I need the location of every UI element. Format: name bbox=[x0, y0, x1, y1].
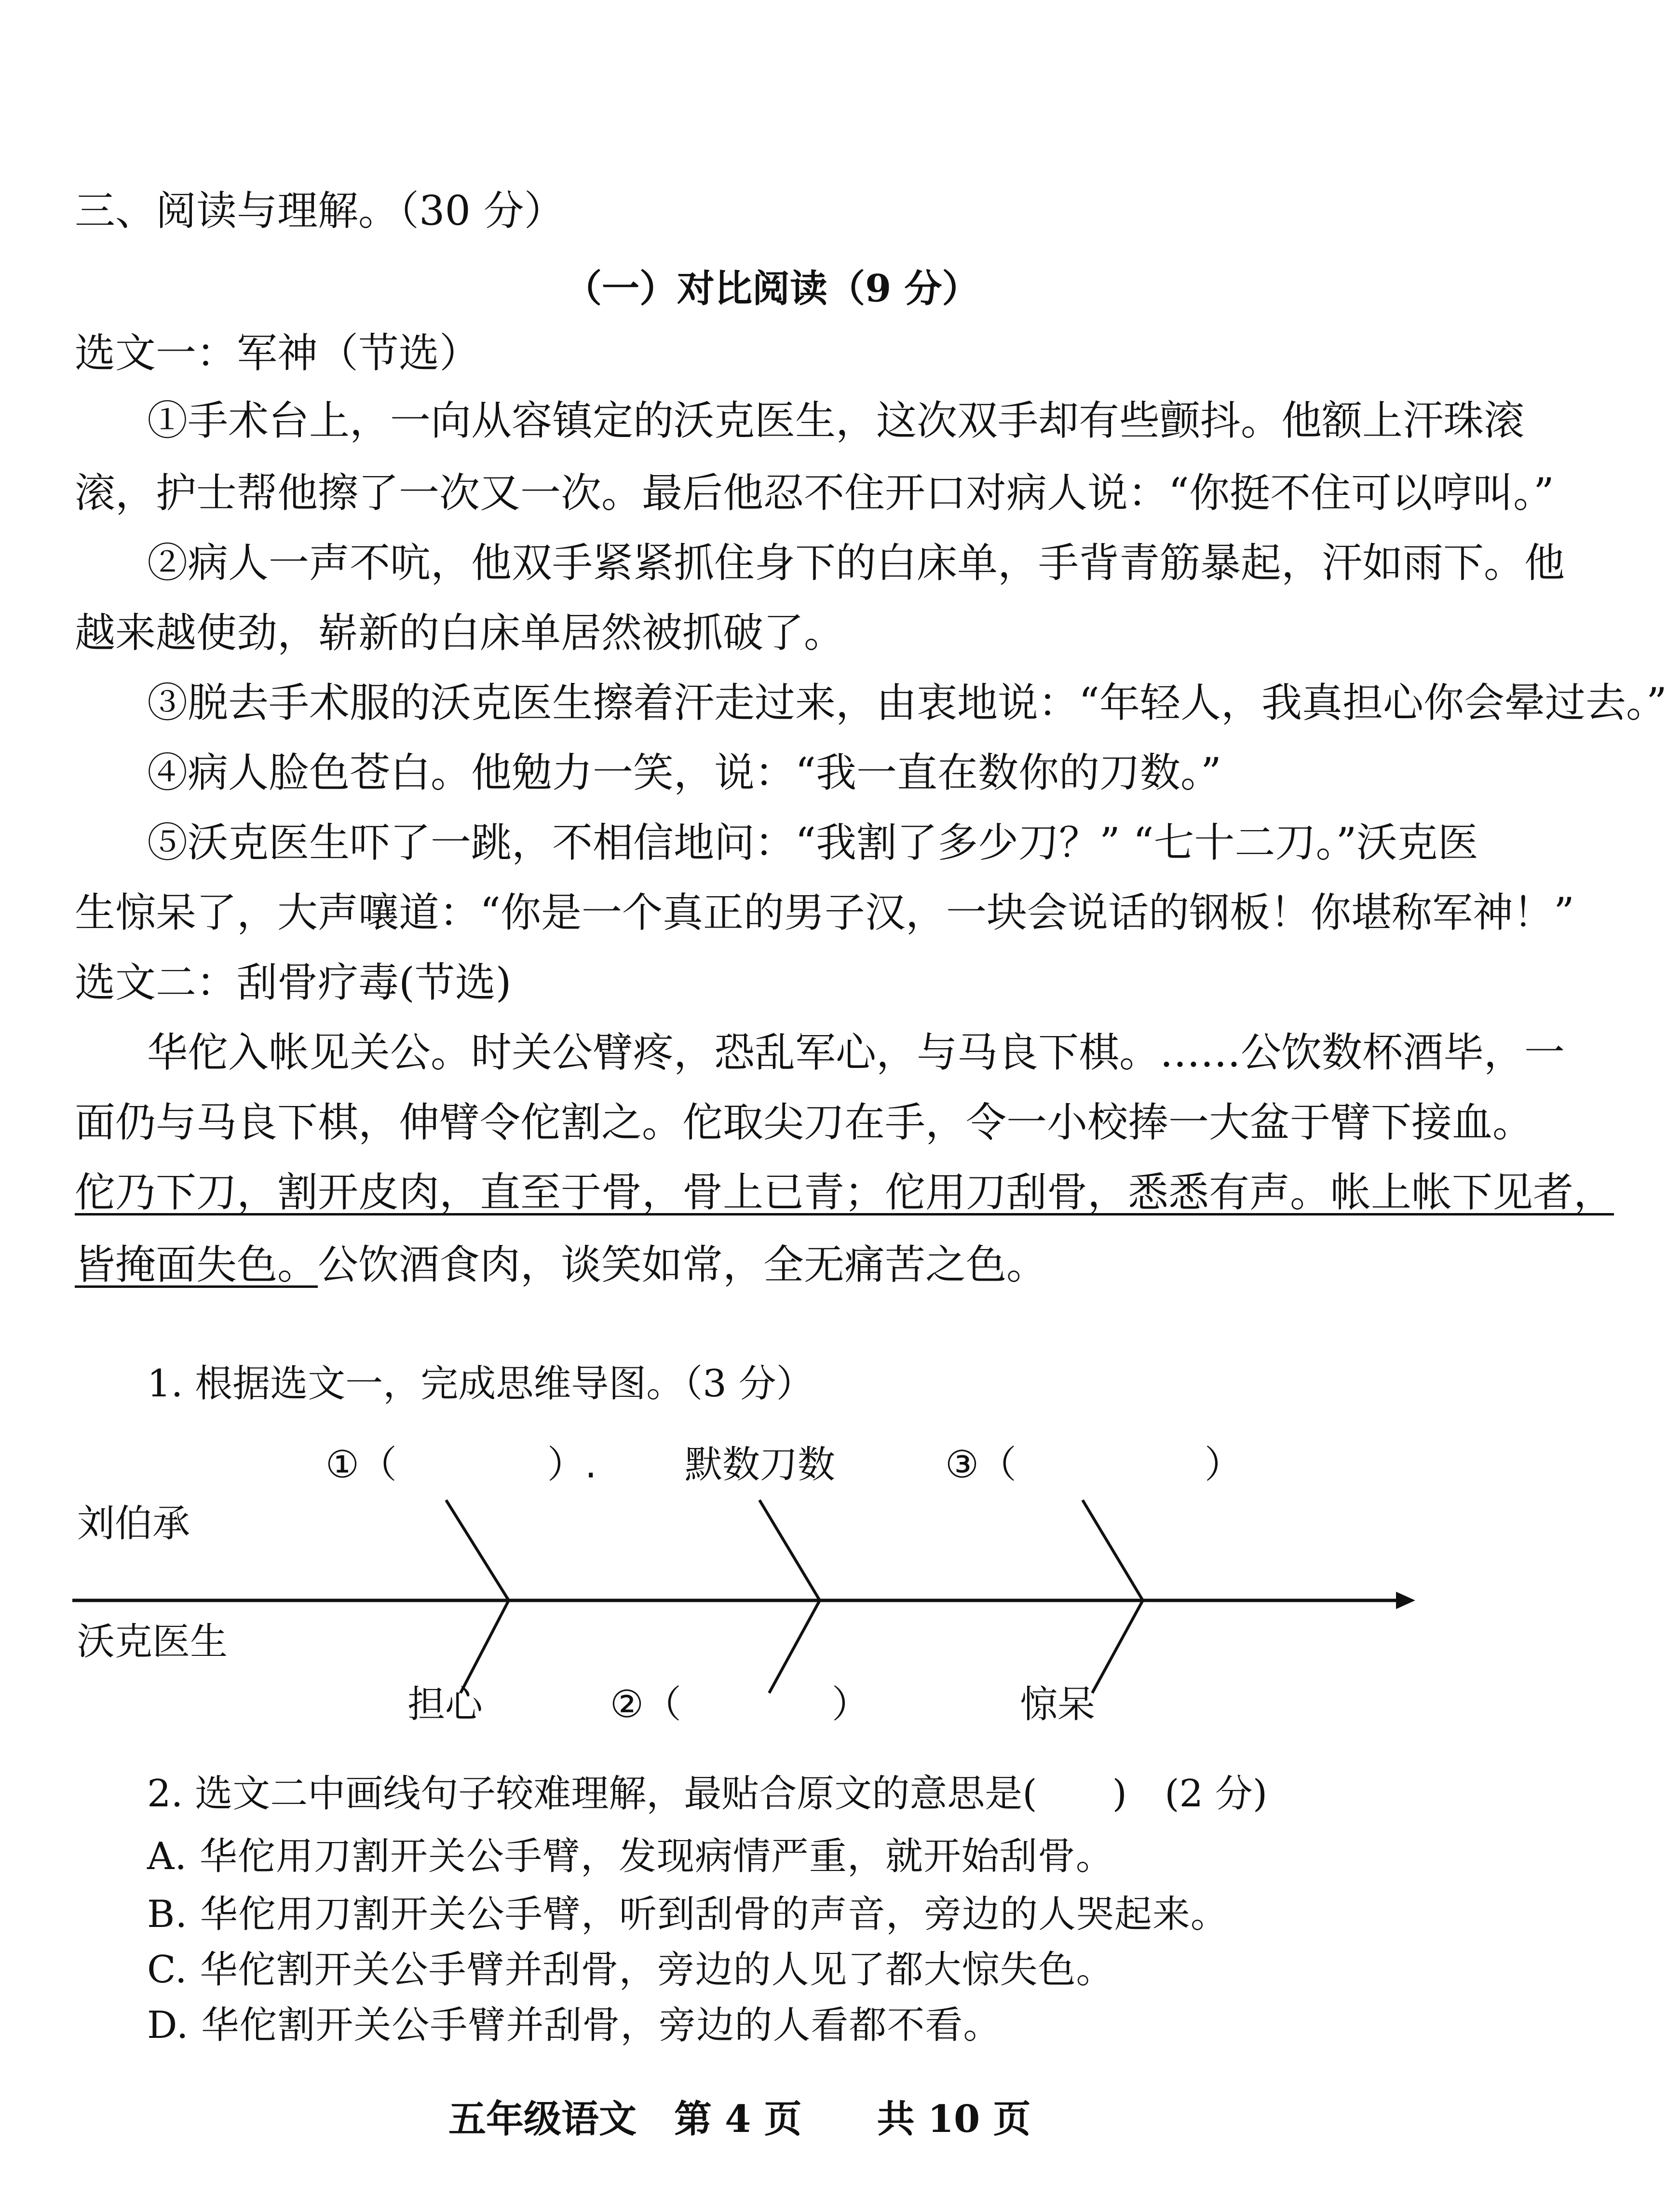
mind-map-bottom-item[interactable]: ②（ ） bbox=[610, 1683, 869, 1726]
mind-map-bottom-label: 沃克医生 bbox=[77, 1620, 228, 1664]
mind-map-top-item[interactable]: ①（ ）. bbox=[325, 1443, 597, 1487]
mind-map-bottom-item: 担心 bbox=[407, 1683, 483, 1726]
top-branch-3 bbox=[1083, 1500, 1143, 1600]
page-footer: 五年级语文 第 4 页 共 10 页 bbox=[448, 2097, 1031, 2141]
passage1-line: ②病人一声不吭，他双手紧紧抓住身下的白床单，手背青筋暴起，汗如雨下。他 bbox=[147, 539, 1565, 587]
option-b[interactable]: B. 华佗用刀割开关公手臂，听到刮骨的声音，旁边的人哭起来。 bbox=[147, 1893, 1229, 1936]
mind-map-bottom-item: 惊呆 bbox=[1020, 1683, 1096, 1726]
passage2-underlined-fragment: 皆掩面失色。 bbox=[75, 1241, 318, 1288]
mind-map-top-item: 默数刀数 bbox=[685, 1443, 836, 1487]
passage2-line: 华佗入帐见关公。时关公臂疼，恐乱军心，与马良下棋。……公饮数杯酒毕，一 bbox=[147, 1029, 1565, 1076]
passage1-line: 越来越使劲，崭新的白床单居然被抓破了。 bbox=[75, 609, 845, 656]
passage2-title: 选文二：刮骨疗毒(节选) bbox=[75, 959, 512, 1006]
passage2-underlined-line: 佗乃下刀，割开皮肉，直至于骨，骨上已青；佗用刀刮骨，悉悉有声。帐上帐下见者， bbox=[75, 1169, 1614, 1216]
top-branch-2 bbox=[759, 1500, 820, 1600]
passage1-line: ⑤沃克医生吓了一跳，不相信地问：“我割了多少刀？” “七十二刀。”沃克医 bbox=[147, 819, 1478, 866]
passage1-line: ④病人脸色苍白。他勉力一笑，说：“我一直在数你的刀数。” bbox=[147, 749, 1221, 796]
mind-map-top-label: 刘伯承 bbox=[77, 1502, 190, 1545]
top-branch-1 bbox=[446, 1500, 509, 1600]
option-c[interactable]: C. 华佗割开关公手臂并刮骨，旁边的人见了都大惊失色。 bbox=[147, 1948, 1114, 1992]
bottom-branch-2 bbox=[769, 1600, 820, 1693]
option-d[interactable]: D. 华佗割开关公手臂并刮骨，旁边的人看都不看。 bbox=[147, 2004, 1002, 2047]
mind-map-top-item[interactable]: ③（ ） bbox=[945, 1443, 1242, 1487]
sub-heading: （一）对比阅读（9 分） bbox=[564, 267, 980, 311]
arrow-head-icon bbox=[1396, 1592, 1415, 1609]
section-heading: 三、阅读与理解。（30 分） bbox=[75, 187, 565, 234]
passage1-line: 滚，护士帮他擦了一次又一次。最后他忍不住开口对病人说：“你挺不住可以哼叫。” bbox=[75, 469, 1554, 517]
option-a[interactable]: A. 华佗用刀割开关公手臂，发现病情严重，就开始刮骨。 bbox=[147, 1835, 1114, 1878]
passage1-title: 选文一：军神（节选） bbox=[75, 329, 480, 377]
question-1: 1. 根据选文一，完成思维导图。（3 分） bbox=[147, 1362, 814, 1406]
bottom-branch-1 bbox=[461, 1600, 509, 1693]
question-2: 2. 选文二中画线句子较难理解，最贴合原文的意思是( ) (2 分) bbox=[147, 1772, 1268, 1816]
bottom-branch-3 bbox=[1092, 1600, 1143, 1693]
passage2-line: 面仍与马良下棋，伸臂令佗割之。佗取尖刀在手，令一小校捧一大盆于臂下接血。 bbox=[75, 1099, 1533, 1146]
passage2-rest: 公饮酒食肉，谈笑如常，全无痛苦之色。 bbox=[318, 1241, 1047, 1288]
passage1-line: ③脱去手术服的沃克医生擦着汗走过来，由衷地说：“年轻人，我真担心你会晕过去。” bbox=[147, 679, 1667, 726]
passage1-line: ①手术台上，一向从容镇定的沃克医生，这次双手却有些颤抖。他额上汗珠滚 bbox=[147, 397, 1525, 444]
passage1-line: 生惊呆了，大声嚷道：“你是一个真正的男子汉，一块会说话的钢板！你堪称军神！” bbox=[75, 889, 1574, 936]
